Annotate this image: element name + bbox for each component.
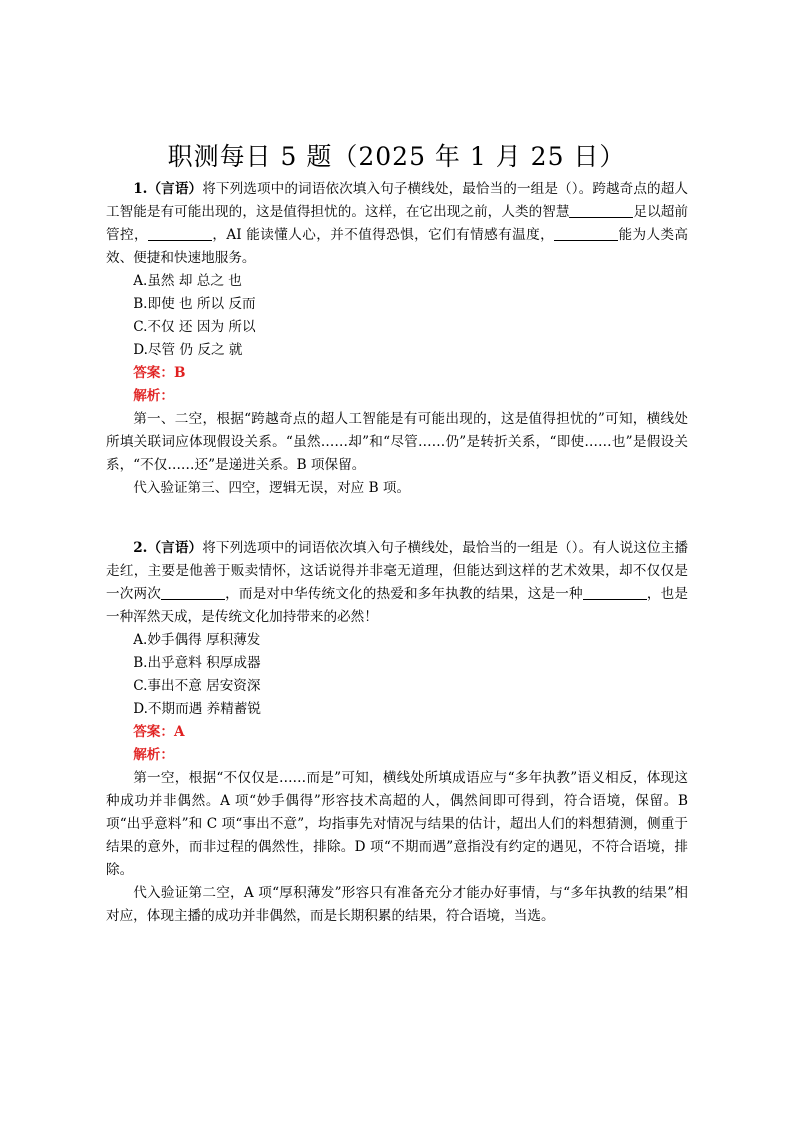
option-d: D.不期而遇 养精蓄锐	[133, 701, 261, 717]
answer-label: 答案：A	[133, 724, 185, 740]
option-b: B.出乎意料 积厚成器	[133, 655, 261, 671]
option-d: D.尽管 仍 反之 就	[133, 342, 243, 358]
analysis-paragraph: 第一空，根据“不仅仅是……而是”可知，横线处所填成语应与“多年执教”语义相反，体现这种成功并非偶然。A 项“妙手偶得”形容技术高超的人，偶然间即可得到，符合语境，保留。B 项“出乎意料”和 C 项“事出不意”，均指事先对情况与结果的估计，超出人们的料想猜测，侧重于结果的意外，而非过程的偶然性，排除。D 项“不期而遇”意指没有约定的遇见，不符合语境，排除。	[106, 770, 688, 878]
question-2-text-1: 有人说这位主播走红，主要是他善于贩卖情怀，这话说得并非毫无道理，但能达到这样的艺术效果，却不仅仅是一次两次	[106, 540, 689, 602]
spacer	[106, 500, 688, 537]
question-2-text-3: ，也是一种浑然天成，是传统文化加持带来的必然！	[106, 586, 689, 625]
blank-line	[148, 226, 212, 241]
analysis-paragraph: 代入验证第二空，A 项“厚积薄发”形容只有准备充分才能办好事情，与“多年执教的结果”相对应，体现主播的成功并非偶然，而是长期积累的结果，符合语境，当选。	[106, 885, 688, 924]
question-1-tag: （言语）	[147, 181, 203, 197]
blank-line	[161, 585, 225, 600]
question-1-text-2: 足以超前管控，	[106, 204, 689, 243]
question-1-number: 1.	[133, 181, 148, 197]
analysis-label: 解析：	[133, 388, 174, 404]
analysis-paragraph: 第一、二空，根据“跨越奇点的超人工智能是有可能出现的，这是值得担忧的”可知，横线处所填关联词应体现假设关系。“虽然……却”和“尽管……仍”是转折关系，“即使……也”是假设关系，“不仅……还”是递进关系。B 项保留。	[106, 411, 688, 473]
option-c: C.不仅 还 因为 所以	[133, 319, 256, 335]
content-body	[106, 178, 688, 928]
question-1-stem	[106, 178, 688, 270]
question-2-tag: （言语）	[147, 540, 203, 556]
question-2-number: 2.	[133, 540, 148, 556]
blank-line	[554, 226, 618, 241]
option-a: A.妙手偶得 厚积薄发	[133, 632, 261, 648]
page-title: 职测每日 5 题（2025 年 1 月 25 日）	[167, 142, 626, 171]
analysis-paragraph: 代入验证第三、四空，逻辑无误，对应 B 项。	[133, 480, 411, 496]
answer-label: 答案：B	[133, 365, 186, 381]
option-b: B.即使 也 所以 反而	[133, 296, 256, 312]
question-2-stem	[106, 537, 688, 629]
question-1-text-4: 能为人类高效、便捷和快速地服务。	[106, 227, 689, 266]
option-a: A.虽然 却 总之 也	[133, 273, 242, 289]
question-2-lead: 将下列选项中的词语依次填入句子横线处，最恰当的一组是（）。	[202, 540, 593, 556]
question-1-text-3: ，AI 能读懂人心，并不值得恐惧，它们有情感有温度，	[211, 227, 555, 243]
question-2-text-2: ，而是对中华传统文化的热爱和多年执教的结果，这是一种	[225, 586, 583, 602]
question-1-text-1: 跨越奇点的超人工智能是有可能出现的，这是值得担忧的。这样，在它出现之前，人类的智慧	[106, 181, 689, 220]
blank-line	[583, 585, 647, 600]
blank-line	[569, 203, 633, 218]
analysis-label: 解析：	[133, 747, 174, 763]
option-c: C.事出不意 居安资深	[133, 678, 261, 694]
question-1-lead: 将下列选项中的词语依次填入句子横线处，最恰当的一组是（）。	[202, 181, 593, 197]
